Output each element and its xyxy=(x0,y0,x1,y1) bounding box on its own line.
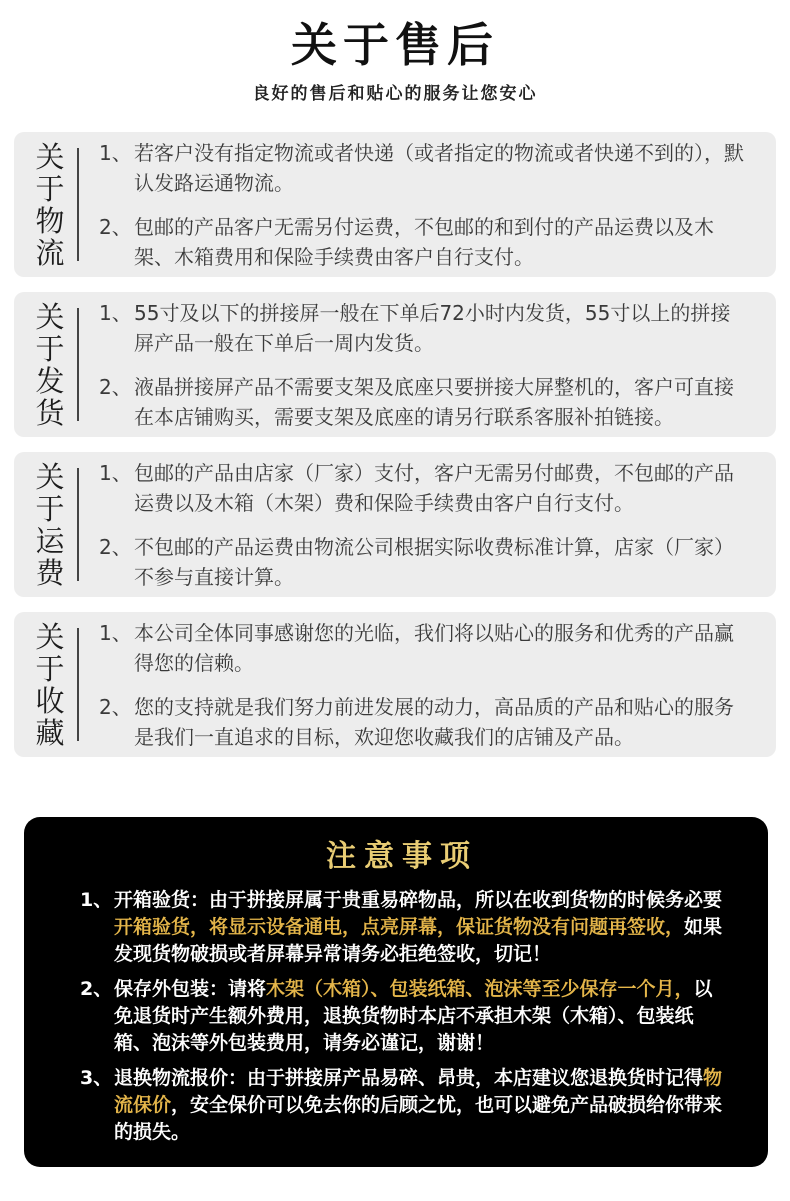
item-number: 2、 xyxy=(80,978,113,1000)
item-number: 1、 xyxy=(99,620,132,645)
section-card-freight xyxy=(14,452,776,597)
item-number: 1、 xyxy=(99,300,132,325)
list-item xyxy=(99,212,750,272)
section-label: 关于运费 xyxy=(35,459,65,590)
list-item xyxy=(99,298,750,358)
item-text: 若客户没有指定物流或者快递（或者指定的物流或者快递不到的），默认发路运通物流。 xyxy=(134,140,744,195)
page-header xyxy=(0,0,790,105)
section-card-shipping xyxy=(14,292,776,437)
item-number: 2、 xyxy=(99,214,132,239)
notice-title: 注意事项 xyxy=(326,839,478,874)
section-body xyxy=(79,138,750,272)
notice-item xyxy=(80,887,724,968)
item-number: 1、 xyxy=(99,140,132,165)
item-text: 您的支持就是我们努力前进发展的动力，高品质的产品和贴心的服务是我们一直追求的目标，欢迎您收藏我们的店铺及产品。 xyxy=(134,694,734,749)
item-number: 2、 xyxy=(99,534,132,559)
item-text: 开箱验货：由于拼接屏属于贵重易碎物品，所以在收到货物的时候务必要开箱验货，将显示设备通电，点亮屏幕，保证货物没有问题再签收，如果发现货物破损或者屏幕异常请务必拒绝签收，切记！ xyxy=(114,889,723,965)
section-label: 关于物流 xyxy=(35,139,65,270)
list-item xyxy=(99,692,750,752)
section-body xyxy=(79,618,750,752)
item-text: 不包邮的产品运费由物流公司根据实际收费标准计算，店家（厂家）不参与直接计算。 xyxy=(134,534,734,589)
section-card-favorite xyxy=(14,612,776,757)
item-text: 液晶拼接屏产品不需要支架及底座只要拼接大屏整机的，客户可直接在本店铺购买，需要支架及底座的请另行联系客服补拍链接。 xyxy=(134,374,734,429)
item-text: 保存外包装：请将木架（木箱）、包装纸箱、泡沫等至少保存一个月，以免退货时产生额外费用，退换货物时本店不承担木架（木箱）、包装纸箱、泡沫等外包装费用，请务必谨记，谢谢！ xyxy=(114,978,713,1054)
item-text: 包邮的产品由店家（厂家）支付，客户无需另付邮费，不包邮的产品运费以及木箱（木架）费和保险手续费由客户自行支付。 xyxy=(134,460,734,515)
list-item xyxy=(99,372,750,432)
page-subtitle: 良好的售后和贴心的服务让您安心 xyxy=(252,84,538,104)
item-text: 55寸及以下的拼接屏一般在下单后72小时内发货，55寸以上的拼接屏产品一般在下单后一周内发货。 xyxy=(134,300,731,355)
page-title: 关于售后 xyxy=(291,18,499,72)
item-number: 3、 xyxy=(80,1067,113,1089)
item-number: 1、 xyxy=(80,889,113,911)
list-item xyxy=(99,532,750,592)
item-text: 包邮的产品客户无需另付运费，不包邮的和到付的产品运费以及木架、木箱费用和保险手续费由客户自行支付。 xyxy=(134,214,714,269)
list-item xyxy=(99,138,750,198)
section-label: 关于收藏 xyxy=(35,619,65,750)
item-text: 本公司全体同事感谢您的光临，我们将以贴心的服务和优秀的产品赢得您的信赖。 xyxy=(134,620,734,675)
item-number: 1、 xyxy=(99,460,132,485)
section-card-logistics xyxy=(14,132,776,277)
item-number: 2、 xyxy=(99,374,132,399)
notice-panel xyxy=(24,817,768,1167)
notice-item xyxy=(80,1065,724,1146)
section-body xyxy=(79,298,750,432)
item-text: 退换物流报价：由于拼接屏产品易碎、昂贵，本店建议您退换货时记得物流保价，安全保价可以免去你的后顾之忧，也可以避免产品破损给你带来的损失。 xyxy=(114,1067,723,1143)
section-body xyxy=(79,458,750,592)
section-label: 关于发货 xyxy=(35,299,65,430)
item-number: 2、 xyxy=(99,694,132,719)
list-item xyxy=(99,458,750,518)
list-item xyxy=(99,618,750,678)
notice-item xyxy=(80,976,724,1057)
